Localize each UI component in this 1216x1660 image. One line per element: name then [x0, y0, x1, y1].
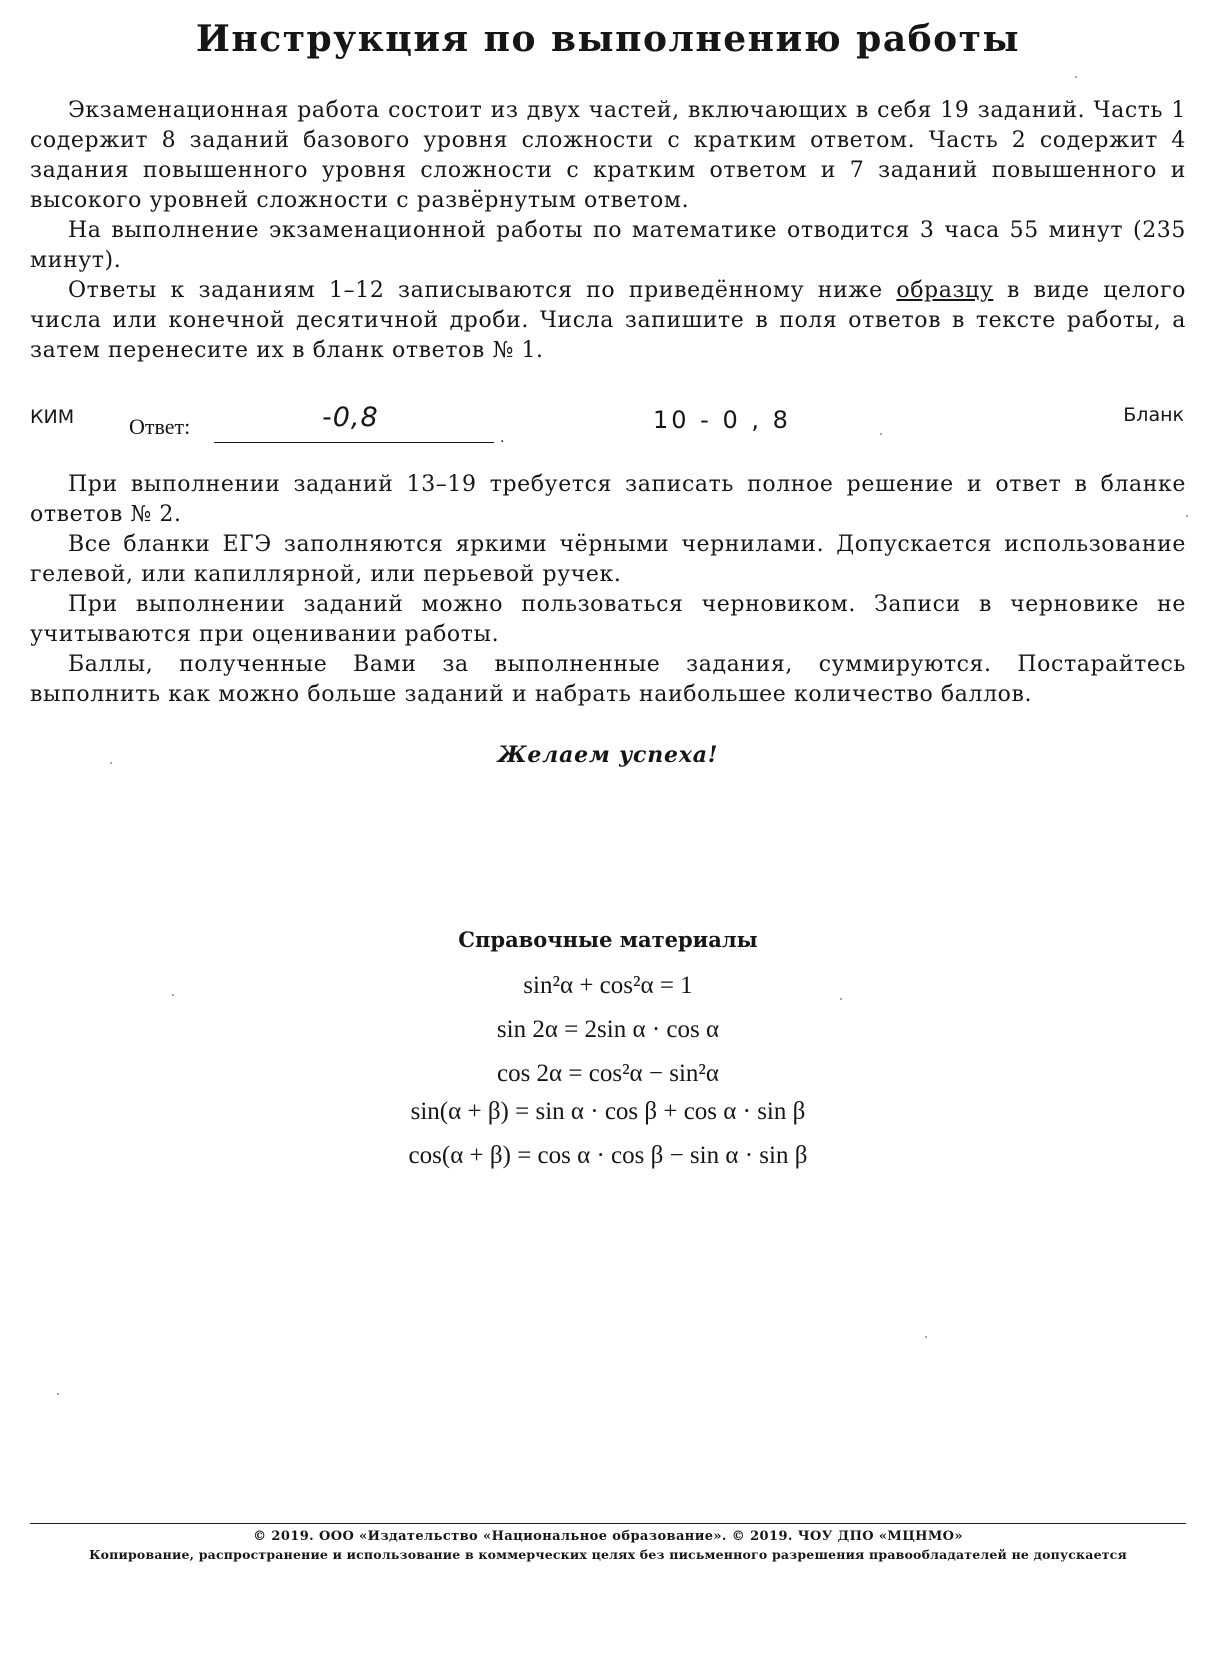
instructions-intro — [30, 96, 1186, 366]
answer-line — [214, 442, 494, 443]
instructions-rules — [30, 470, 1186, 710]
formula-sine-of-sum: sin(α + β) = sin α · cos β + cos α · sin β — [410, 1098, 806, 1125]
scan-speck — [1186, 515, 1188, 517]
good-luck-wish: Желаем успеха! — [497, 742, 719, 768]
formula-pythagorean-identity: sin²α + cos²α = 1 — [523, 972, 693, 999]
paragraph-answers-rule — [30, 276, 1186, 366]
paragraph-structure: Экзаменационная работа состоит из двух частей, включающих в себя 19 заданий. Часть 1 содержит 8 заданий базового уровня сложности с кратким ответом. Часть 2 содержит 4 задания повышенного уровня сложности с кратким ответом и 7 заданий повышенного и высокого уровней сложности с развёрнутым ответом. — [30, 98, 1186, 213]
footer-copyright: © 2019. ООО «Издательство «Национальное образование». © 2019. ЧОУ ДПО «МЦНМО» — [253, 1529, 963, 1544]
scan-speck — [925, 1336, 927, 1338]
sample-link[interactable]: образцу — [896, 278, 994, 303]
reference-heading: Справочные материалы — [458, 927, 758, 952]
scan-speck — [172, 994, 174, 996]
scan-speck — [110, 762, 112, 764]
paragraph-duration: На выполнение экзаменационной работы по математике отводится 3 часа 55 минут (235 минут). — [30, 218, 1186, 273]
answers-rule-text-start: Ответы к заданиям 1–12 записываются по приведённому ниже — [68, 278, 897, 303]
scan-speck — [880, 433, 882, 435]
footer-notice: Копирование, распространение и использование в коммерческих целях без письменного разрешения правообладателей не допускается — [89, 1547, 1127, 1562]
paragraph-ink: Все бланки ЕГЭ заполняются яркими чёрными чернилами. Допускается использование гелевой, или капиллярной, или перьевой ручек. — [30, 532, 1186, 587]
kim-label: КИМ — [30, 406, 75, 428]
answer-sample-row — [0, 400, 1216, 450]
formula-cosine-of-sum: cos(α + β) = cos α · cos β − sin α · sin β — [408, 1142, 808, 1169]
scan-speck — [840, 998, 842, 1000]
answer-label: Ответ: — [129, 414, 191, 439]
blank-label: Бланк — [1123, 404, 1184, 426]
page-title: Инструкция по выполнению работы — [195, 18, 1021, 60]
formula-double-angle-cosine: cos 2α = cos²α − sin²α — [496, 1060, 720, 1087]
scan-speck — [57, 1393, 59, 1395]
handwritten-answer: -0,8 — [322, 402, 379, 433]
scan-speck — [1075, 76, 1077, 78]
footer-divider — [30, 1523, 1186, 1524]
answer-line-dot: . — [500, 430, 505, 446]
answers-rule-text-end: в виде целого числа или конечной десятичной дроби. Числа запишите в поля ответов в тексте работы, а затем перенесите их в бланк ответов № 1. — [30, 278, 1186, 363]
formula-double-angle-sine: sin 2α = 2sin α · cos α — [496, 1016, 720, 1043]
paragraph-scores: Баллы, полученные Вами за выполненные задания, суммируются. Постарайтесь выполнить как можно больше заданий и набрать наибольшее количество баллов. — [30, 652, 1186, 707]
paragraph-draft: При выполнении заданий можно пользоваться черновиком. Записи в черновике не учитываются при оценивании работы. — [30, 592, 1186, 647]
paragraph-part-two: При выполнении заданий 13–19 требуется записать полное решение и ответ в бланке ответов № 2. — [30, 472, 1186, 527]
blank-form-sample: 10 - 0 , 8 — [653, 406, 791, 434]
